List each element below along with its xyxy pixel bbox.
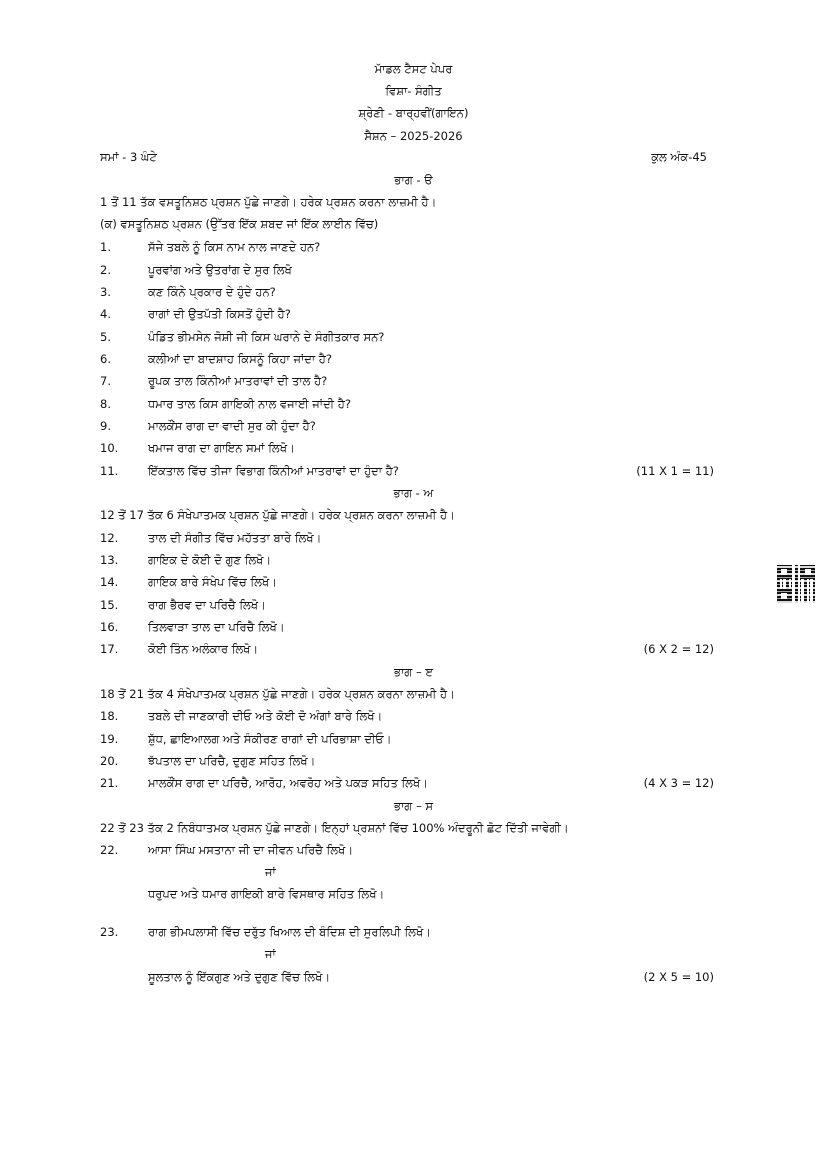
question-number: 17. xyxy=(100,642,119,656)
alternate-question-text: ਧਰੁਪਦ ਅਤੇ ਧਮਾਰ ਗਾਇਕੀ ਬਾਰੇ ਵਿਸਥਾਰ ਸਹਿਤ ਲਿਖੋ। xyxy=(148,887,385,901)
question-number: 10. xyxy=(100,441,119,455)
section-b-heading: ਭਾਗ - ਅ xyxy=(393,486,434,500)
question-number: 19. xyxy=(100,732,119,746)
question-text: ਪੂਰਵਾਂਗ ਅਤੇ ਉਤਰਾਂਗ ਦੇ ਸੁਰ ਲਿਖੋ xyxy=(148,263,292,277)
question-number: 15. xyxy=(100,598,119,612)
class-line: ਸ਼੍ਰੇਣੀ - ਬਾਰ੍ਹਵੀਂ(ਗਾਇਨ) xyxy=(358,106,469,120)
paper-title: ਮਾੱਡਲ ਟੈਸਟ ਪੇਪਰ xyxy=(374,62,453,76)
section-d-heading: ਭਾਗ – ਸ xyxy=(393,799,434,813)
question-number: 4. xyxy=(100,307,111,321)
question-text: ਕੋਈ ਤਿੰਨ ਅਲੰਕਾਰ ਲਿਖੋ। xyxy=(148,642,259,656)
question-number: 11. xyxy=(100,464,119,478)
question-text: ਪੰਡਿਤ ਭੀਮਸੇਨ ਜੋਸ਼ੀ ਜੀ ਕਿਸ ਘਰਾਨੇ ਦੇ ਸੰਗੀਤਕਾਰ ਸਨ? xyxy=(148,330,385,344)
total-marks-label: ਕੁਲ ਅੰਕ-45 xyxy=(651,150,707,164)
question-text: ਕਲੀਆਂ ਦਾ ਬਾਦਸ਼ਾਹ ਕਿਸਨੂੰ ਕਿਹਾ ਜਾਂਦਾ ਹੈ? xyxy=(148,352,332,366)
question-text: ਖਮਾਜ ਰਾਗ ਦਾ ਗਾਇਨ ਸਮਾਂ ਲਿਖੋ। xyxy=(148,441,295,455)
section-a-heading: ਭਾਗ - ੳ xyxy=(394,173,433,187)
question-text: ਧਮਾਰ ਤਾਲ ਕਿਸ ਗਾਇਕੀ ਨਾਲ ਵਜਾਈ ਜਾਂਦੀ ਹੈ? xyxy=(148,397,351,411)
question-number: 22. xyxy=(100,843,119,857)
section-a-instruction: 1 ਤੋਂ 11 ਤੱਕ ਵਸਤੂਨਿਸ਼ਠ ਪ੍ਰਸ਼ਨ ਪੁੱਛੇ ਜਾਣਗੇ। ਹਰੇਕ ਪ੍ਰਸ਼ਨ ਕਰਨਾ ਲਾਜ਼ਮੀ ਹੈ। xyxy=(100,195,437,209)
subject-line: ਵਿਸ਼ਾ- ਸੰਗੀਤ xyxy=(385,84,442,98)
question-text: ਮਾਲਕੌਂਸ ਰਾਗ ਦਾ ਵਾਦੀ ਸੁਰ ਕੀ ਹੁੰਦਾ ਹੈ? xyxy=(148,419,316,433)
section-d-instruction: 22 ਤੋਂ 23 ਤੱਕ 2 ਨਿਬੰਧਾਤਮਕ ਪ੍ਰਸ਼ਨ ਪੁੱਛੇ ਜਾਣਗੇ। ਇਨ੍ਹਾਂ ਪ੍ਰਸ਼ਨਾਂ ਵਿੱਚ 100% ਅੰਦਰੂਨੀ ਛੋਟ ਦਿੱਤੀ ਜਾਵੇਗੀ। xyxy=(100,821,569,835)
or-label: ਜਾਂ xyxy=(265,947,276,961)
question-text: ਆਸਾ ਸਿੰਘ ਮਸਤਾਨਾ ਜੀ ਦਾ ਜੀਵਨ ਪਰਿਚੈ ਲਿਖੋ। xyxy=(148,843,354,857)
question-text: ਕਣ ਕਿੰਨੇ ਪ੍ਰਕਾਰ ਦੇ ਹੁੰਦੇ ਹਨ? xyxy=(148,285,276,299)
question-number: 16. xyxy=(100,620,119,634)
question-text: ਰਾਗਾਂ ਦੀ ਉਤਪੱਤੀ ਕਿਸਤੋਂ ਹੁੰਦੀ ਹੈ? xyxy=(148,307,291,321)
time-label: ਸਮਾਂ - 3 ਘੰਟੇ xyxy=(100,150,157,164)
question-number: 13. xyxy=(100,553,119,567)
section-c-instruction: 18 ਤੋਂ 21 ਤੱਕ 4 ਸੰਖੇਪਾਤਮਕ ਪ੍ਰਸ਼ਨ ਪੁੱਛੇ ਜਾਣਗੇ। ਹਰੇਕ ਪ੍ਰਸ਼ਨ ਕਰਨਾ ਲਾਜ਼ਮੀ ਹੈ। xyxy=(100,687,455,701)
question-text: ਗਾਇਕ ਦੇ ਕੋਈ ਦੋ ਗੁਣ ਲਿਖੋ। xyxy=(148,553,272,567)
question-text: ਇੱਕਤਾਲ ਵਿੱਚ ਤੀਜਾ ਵਿਭਾਗ ਕਿੰਨੀਆਂ ਮਾਤਰਾਵਾਂ ਦਾ ਹੁੰਦਾ ਹੈ? xyxy=(148,464,399,478)
question-text: ਸ਼ੁੱਧ, ਛਾਇਆਲਗ ਅਤੇ ਸੰਕੀਰਣ ਰਾਗਾਂ ਦੀ ਪਰਿਭਾਸ਼ਾ ਦੀਓ। xyxy=(148,732,392,746)
question-text: ਰੂਪਕ ਤਾਲ ਕਿੰਨੀਆਂ ਮਾਤਰਾਵਾਂ ਦੀ ਤਾਲ ਹੈ? xyxy=(148,374,328,388)
question-number: 8. xyxy=(100,397,111,411)
qr-code-icon xyxy=(777,565,815,603)
section-c-heading: ਭਾਗ – ੲ xyxy=(393,665,434,679)
section-c-marks: (4 X 3 = 12) xyxy=(643,776,714,790)
question-number: 5. xyxy=(100,330,111,344)
section-b-marks: (6 X 2 = 12) xyxy=(643,642,714,656)
question-number: 23. xyxy=(100,925,119,939)
question-text: ਰਾਗ ਭੈਰਵ ਦਾ ਪਰਿਚੈ ਲਿਖੋ। xyxy=(148,598,266,612)
section-b-instruction: 12 ਤੋਂ 17 ਤੱਕ 6 ਸੰਖੇਪਾਤਮਕ ਪ੍ਰਸ਼ਨ ਪੁੱਛੇ ਜਾਣਗੇ। ਹਰੇਕ ਪ੍ਰਸ਼ਨ ਕਰਨਾ ਲਾਜ਼ਮੀ ਹੈ। xyxy=(100,508,455,522)
question-number: 14. xyxy=(100,575,119,589)
question-number: 12. xyxy=(100,531,119,545)
question-text: ਤਾਲ ਦੀ ਸੰਗੀਤ ਵਿੱਚ ਮਹੱਤਤਾ ਬਾਰੇ ਲਿਖੋ। xyxy=(148,531,322,545)
question-text: ਗਾਇਕ ਬਾਰੇ ਸੰਖੇਪ ਵਿੱਚ ਲਿਖੋ। xyxy=(148,575,277,589)
question-number: 3. xyxy=(100,285,111,299)
question-number: 9. xyxy=(100,419,111,433)
question-number: 1. xyxy=(100,240,111,254)
question-number: 18. xyxy=(100,709,119,723)
question-text: ਰਾਗ ਭੀਮਪਲਾਸੀ ਵਿੱਚ ਦਰੁੱਤ ਖਿਆਲ ਦੀ ਬੰਦਿਸ਼ ਦੀ ਸੁਰਲਿਪੀ ਲਿਖੋ। xyxy=(148,925,431,939)
question-text: ਤਬਲੇ ਦੀ ਜਾਣਕਾਰੀ ਦੀਓ ਅਤੇ ਕੋਈ ਦੋ ਅੰਗਾਂ ਬਾਰੇ ਲਿਖੋ। xyxy=(148,709,383,723)
question-text: ਝੱਪਤਾਲ ਦਾ ਪਰਿਚੈ, ਦੁਗੁਣ ਸਹਿਤ ਲਿਖੋ। xyxy=(148,754,316,768)
session-line: ਸੈਸ਼ਨ – 2025-2026 xyxy=(364,129,463,143)
question-text: ਮਾਲਕੌਂਸ ਰਾਗ ਦਾ ਪਰਿਚੈ, ਆਰੋਹ, ਅਵਰੋਹ ਅਤੇ ਪਕੜ ਸਹਿਤ ਲਿਖੋ। xyxy=(148,776,428,790)
question-number: 20. xyxy=(100,754,119,768)
section-a-marks: (11 X 1 = 11) xyxy=(636,464,714,478)
section-a-sub-instruction: (ਕ) ਵਸਤੂਨਿਸ਼ਠ ਪ੍ਰਸ਼ਨ (ਉੱਤਰ ਇੱਕ ਸ਼ਬਦ ਜਾਂ ਇੱਕ ਲਾਈਨ ਵਿੱਚ) xyxy=(100,217,379,231)
or-label: ਜਾਂ xyxy=(265,865,276,879)
question-number: 7. xyxy=(100,374,111,388)
question-number: 2. xyxy=(100,263,111,277)
question-text: ਤਿਲਵਾੜਾ ਤਾਲ ਦਾ ਪਰਿਚੈ ਲਿਖੋ। xyxy=(148,620,285,634)
question-number: 21. xyxy=(100,776,119,790)
section-d-marks: (2 X 5 = 10) xyxy=(643,970,714,984)
question-number: 6. xyxy=(100,352,111,366)
alternate-question-text: ਸੂਲਤਾਲ ਨੂੰ ਇੱਕਗੁਣ ਅਤੇ ਦੁਗੁਣ ਵਿੱਚ ਲਿਖੋ। xyxy=(148,970,331,984)
question-text: ਸੱਜੇ ਤਬਲੇ ਨੂੰ ਕਿਸ ਨਾਮ ਨਾਲ ਜਾਣਦੇ ਹਨ? xyxy=(148,240,321,254)
